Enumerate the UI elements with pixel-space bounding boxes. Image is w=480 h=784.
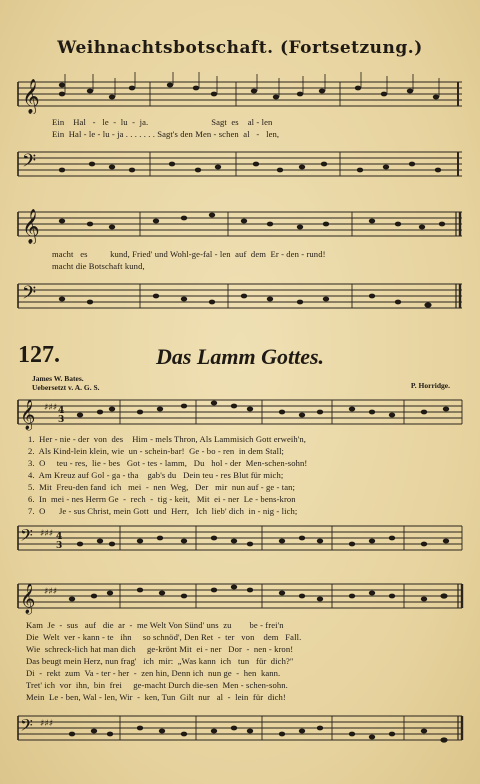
refrain-line: Das beugt mein Herz, nun frag' ich mir: „Was kann ich tun für dich?" <box>26 656 294 666</box>
verse-line: 6. In mei - nes Herrn Ge - rech - tig - keit, Mit ei - ner Le - bens-kron <box>28 494 296 504</box>
verse-line: 3. O teu - res, lie - bes Got - tes - lamm, Du hol - der Men-schen-sohn! <box>28 458 308 468</box>
treble-staff-4 <box>0 576 480 616</box>
bass-staff-1 <box>0 140 480 186</box>
svg-text:♯♯♯: ♯♯♯ <box>44 587 58 597</box>
bass-staff-2 <box>0 272 480 318</box>
refrain-line: Die Welt ver - kann - te ihn so schnöd', Den Ret - ter von dem Fall. <box>26 632 302 642</box>
lyric-line: Ein Hal - le - lu - ja. Sagt es al - len <box>52 117 273 127</box>
svg-text:𝄞: 𝄞 <box>20 400 36 430</box>
svg-text:𝄢: 𝄢 <box>20 715 33 739</box>
verse-line: 5. Mit Freu-den fand ich mei - nen Weg, Der mir nun auf - ge - tan; <box>28 482 296 492</box>
refrain-line: Kam Je - sus auf die ar - me Welt Von Sünd' uns zu be - frei'n <box>26 620 284 630</box>
lyric-line: macht die Botschaft kund, <box>52 261 145 271</box>
refrain-line: Tret' ich vor ihn, bin frei ge-macht Durch die-sen Men - schen-sohn. <box>26 680 288 690</box>
svg-text:𝄢: 𝄢 <box>20 525 33 549</box>
verse-line: 4. Am Kreuz auf Gol - ga - tha gab's du Dein teu - res Blut für mich; <box>28 470 284 480</box>
lyric-line: macht es kund, Fried' und Wohl-ge-fal - len auf dem Er - den - rund! <box>52 249 326 259</box>
svg-text:3: 3 <box>58 415 65 425</box>
refrain-line: Wie schreck-lich hat man dich ge-krönt Mit ei - ner Dor - nen - kron! <box>26 644 294 654</box>
svg-text:♯♯♯: ♯♯♯ <box>40 719 54 729</box>
section-title: Weihnachtsbotschaft. (Fortsetzung.) <box>57 38 423 58</box>
refrain-line: Di - rekt zum Va - ter - her - zen hin, Denn ich nun ge - hen kann. <box>26 668 281 678</box>
verse-line: 2. Als Kind-lein klein, wie un - schein-bar! Ge - bo - ren in dem Stall; <box>28 446 285 456</box>
treble-staff-2 <box>0 200 480 244</box>
svg-text:𝄢: 𝄢 <box>22 283 37 308</box>
bass-staff-4 <box>0 706 480 756</box>
bass-staff-3 <box>0 518 480 558</box>
composer-credit: P. Horridge. <box>410 381 450 390</box>
refrain-line: Mein Le - ben, Wal - len, Wir - ken, Tun Gilt nur al - lein für dich! <box>26 692 286 702</box>
lyric-line: Ein Hal - le - lu - ja . . . . . . . Sagt's den Men - schen al - len, <box>52 129 280 139</box>
svg-text:4: 4 <box>56 532 63 542</box>
svg-text:3: 3 <box>56 541 63 551</box>
svg-text:𝄞: 𝄞 <box>22 79 40 114</box>
treble-staff-3 <box>0 392 480 432</box>
hymn-title: Das Lamm Gottes. <box>155 344 325 369</box>
verse-line: 1. Her - nie - der von des Him - mels Thron, Als Lammisich Gott erweih'n, <box>28 434 307 444</box>
svg-text:♯♯♯: ♯♯♯ <box>40 529 54 539</box>
svg-text:♯♯♯: ♯♯♯ <box>44 403 58 413</box>
treble-staff-1 <box>0 70 480 114</box>
svg-text:𝄢: 𝄢 <box>22 151 37 176</box>
svg-text:4: 4 <box>58 406 65 416</box>
author-credit: James W. Bates. <box>32 374 84 383</box>
svg-text:𝄞: 𝄞 <box>20 584 36 614</box>
translator-credit: Uebersetzt v. A. G. S. <box>32 383 100 392</box>
verse-line: 7. O Je - sus Christ, mein Gott und Herr, Ich lieb' dich in - nig - lich; <box>28 506 298 516</box>
svg-text:𝄞: 𝄞 <box>22 209 40 244</box>
hymn-number: 127. <box>18 342 60 368</box>
